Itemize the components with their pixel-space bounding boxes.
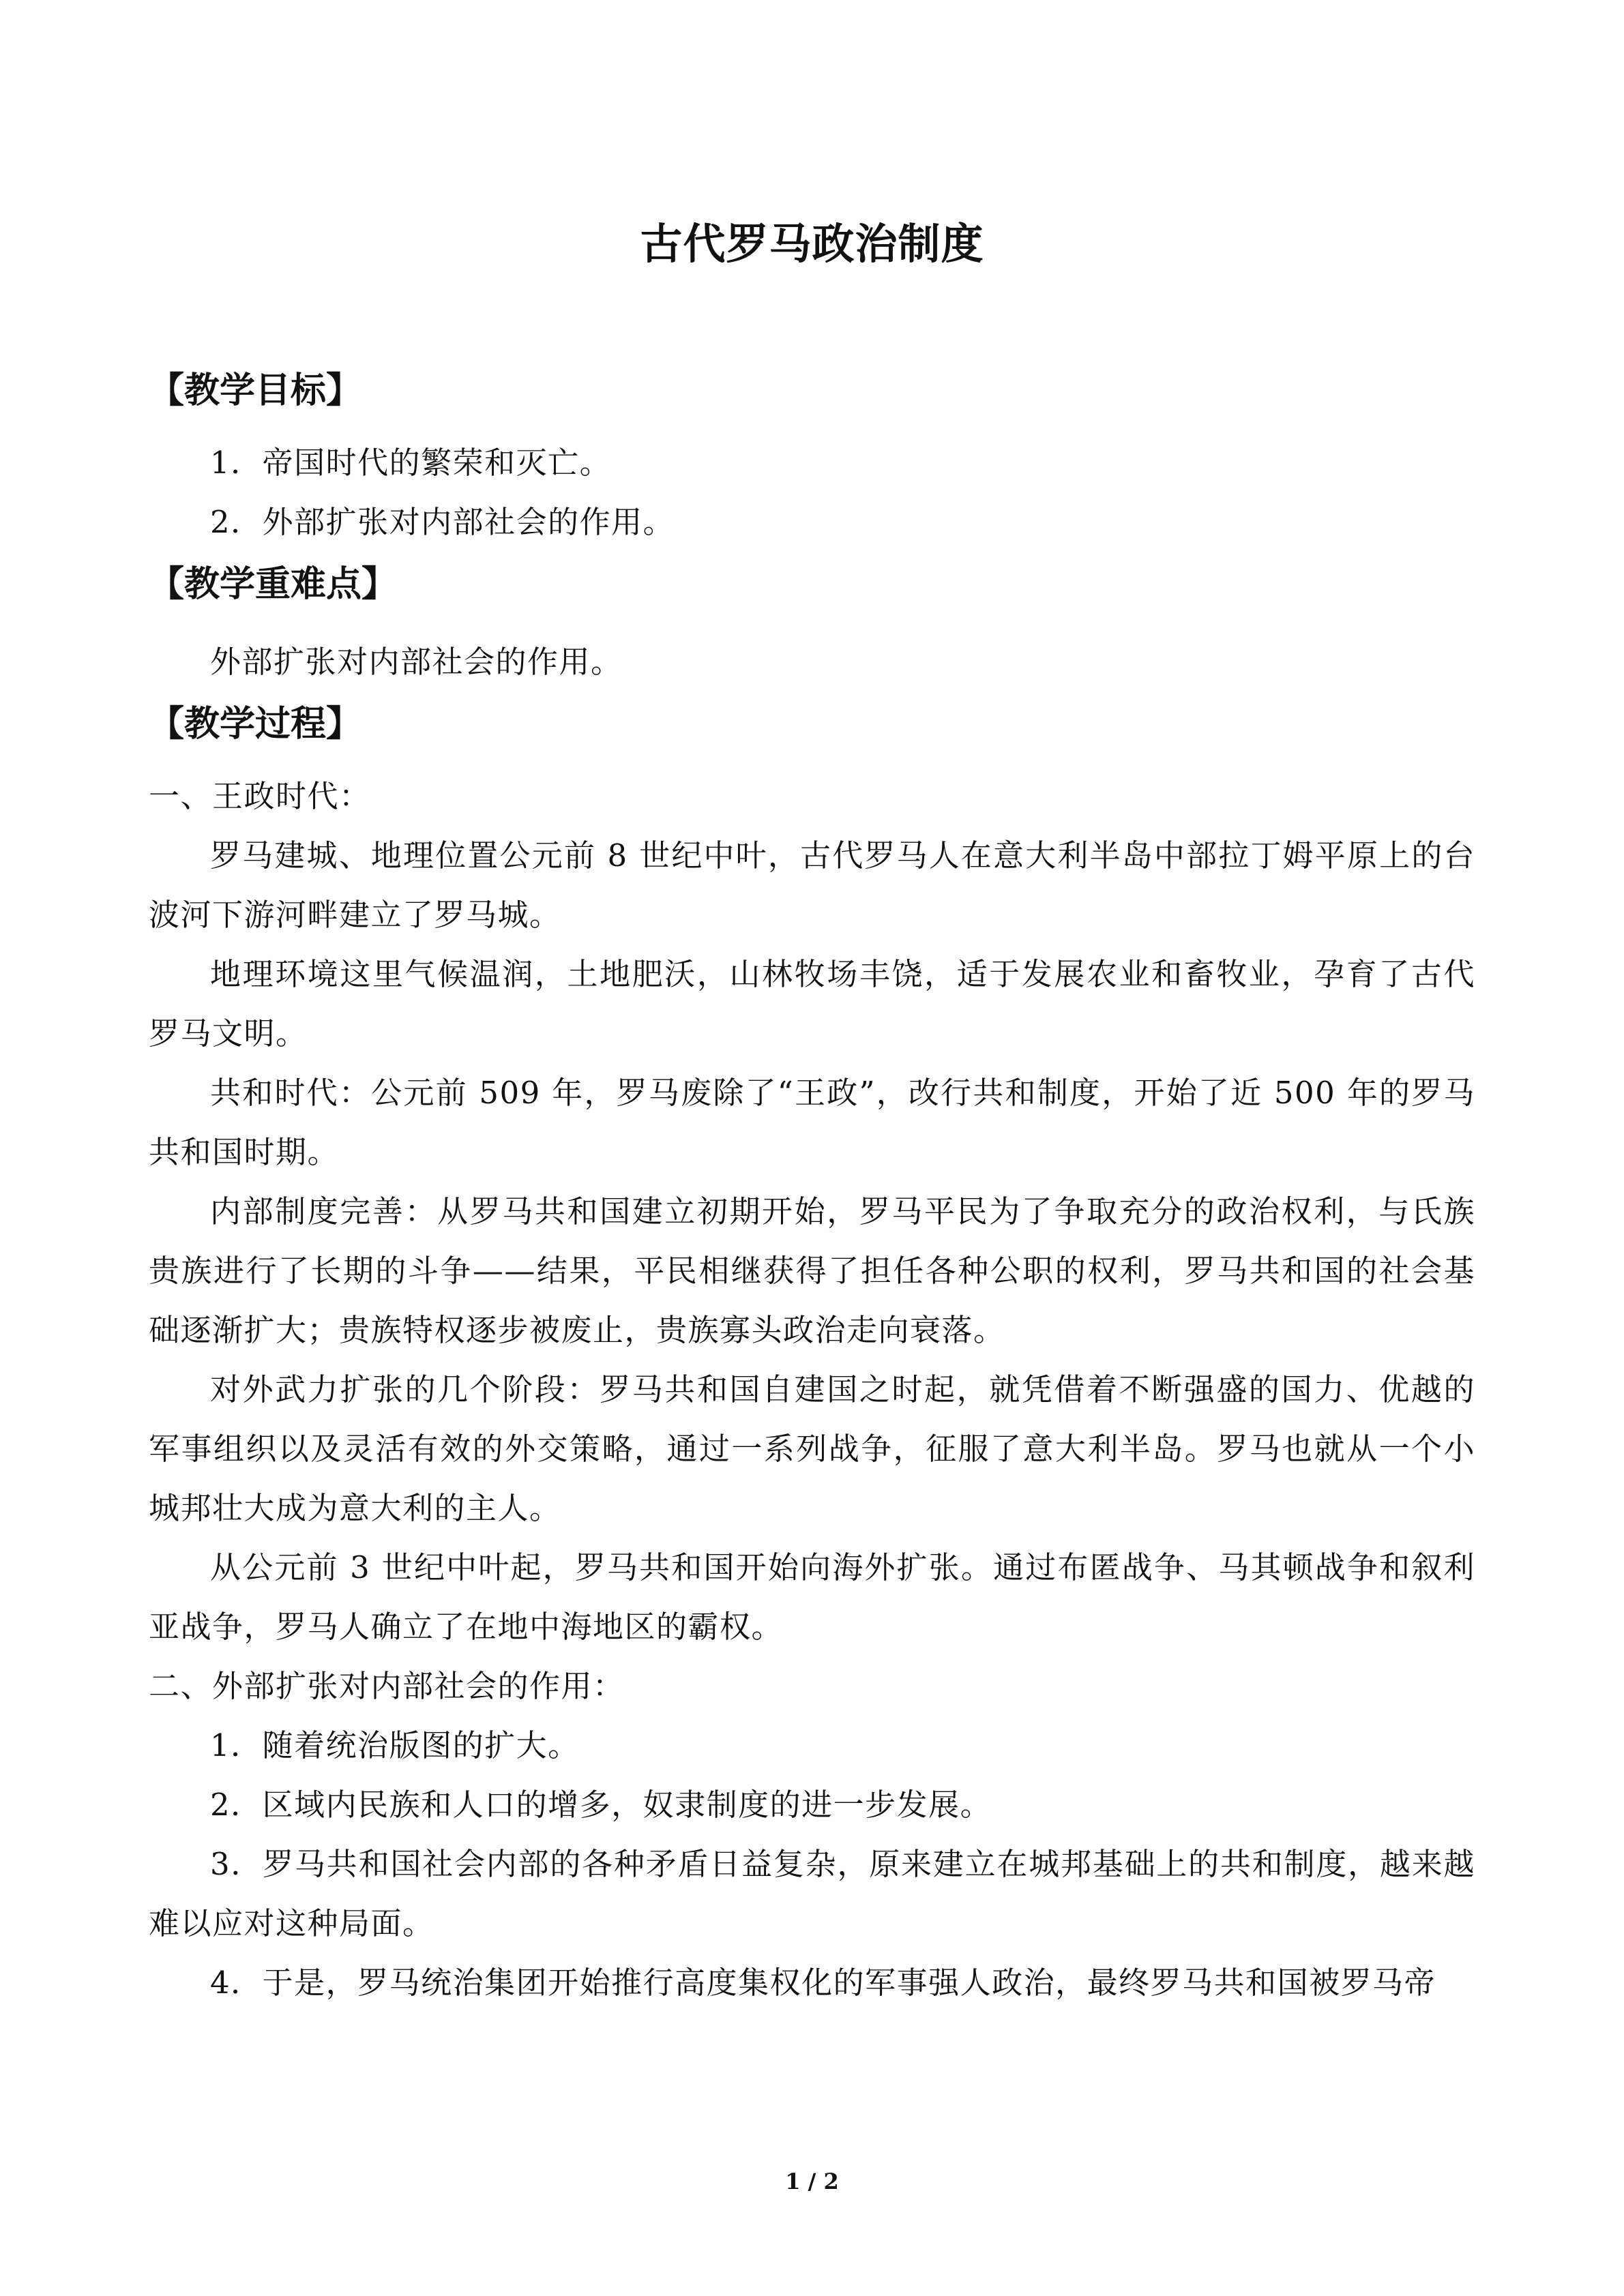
process-part1-title: 一、王政时代：: [149, 778, 371, 814]
key-points-text: 外部扩张对内部社会的作用。: [210, 644, 623, 680]
process-paragraph: 地理环境这里气候温润，土地肥沃，山林牧场丰饶，适于发展农业和畜牧业，孕育了古代罗马文明。: [149, 956, 1475, 1052]
process-paragraph: 共和时代：公元前 509 年，罗马废除了“王政”，改行共和制度，开始了近 500 年的罗马共和国时期。: [149, 1075, 1475, 1170]
part2-item: 3．罗马共和国社会内部的各种矛盾日益复杂，原来建立在城邦基础上的共和制度，越来越难以应对这种局面。: [149, 1846, 1475, 1941]
part2-item: 2．区域内民族和人口的增多，奴隶制度的进一步发展。: [210, 1787, 992, 1823]
process-paragraph: 罗马建城、地理位置公元前 8 世纪中叶，古代罗马人在意大利半岛中部拉丁姆平原上的台波河下游河畔建立了罗马城。: [149, 837, 1475, 933]
process-part2-title: 二、外部扩张对内部社会的作用：: [149, 1668, 625, 1704]
document-title: 古代罗马政治制度: [640, 219, 984, 269]
process-paragraph: 从公元前 3 世纪中叶起，罗马共和国开始向海外扩张。通过布匿战争、马其顿战争和叙利亚战争，罗马人确立了在地中海地区的霸权。: [149, 1549, 1475, 1645]
page-number: 1 / 2: [785, 2168, 839, 2194]
process-paragraph: 对外武力扩张的几个阶段：罗马共和国自建国之时起，就凭借着不断强盛的国力、优越的军事组织以及灵活有效的外交策略，通过一系列战争，征服了意大利半岛。罗马也就从一个小城邦壮大成为意大利的主人。: [149, 1371, 1475, 1526]
document-body: [149, 358, 1475, 2012]
section-heading-process: 【教学过程】: [149, 704, 362, 745]
section-heading-key-points: 【教学重难点】: [149, 564, 398, 605]
section-heading-goals: 【教学目标】: [149, 370, 362, 411]
process-paragraph: 内部制度完善：从罗马共和国建立初期开始，罗马平民为了争取充分的政治权利，与氏族贵族进行了长期的斗争——结果，平民相继获得了担任各种公职的权利，罗马共和国的社会基础逐渐扩大；贵族特权逐步被废止，贵族寡头政治走向衰落。: [149, 1193, 1475, 1348]
goal-item: 1．帝国时代的繁荣和灭亡。: [210, 445, 612, 481]
goal-item: 2．外部扩张对内部社会的作用。: [210, 504, 675, 540]
part2-item: 4．于是，罗马统治集团开始推行高度集权化的军事强人政治，最终罗马共和国被罗马帝: [210, 1965, 1436, 2001]
part2-item: 1．随着统治版图的扩大。: [210, 1727, 580, 1763]
